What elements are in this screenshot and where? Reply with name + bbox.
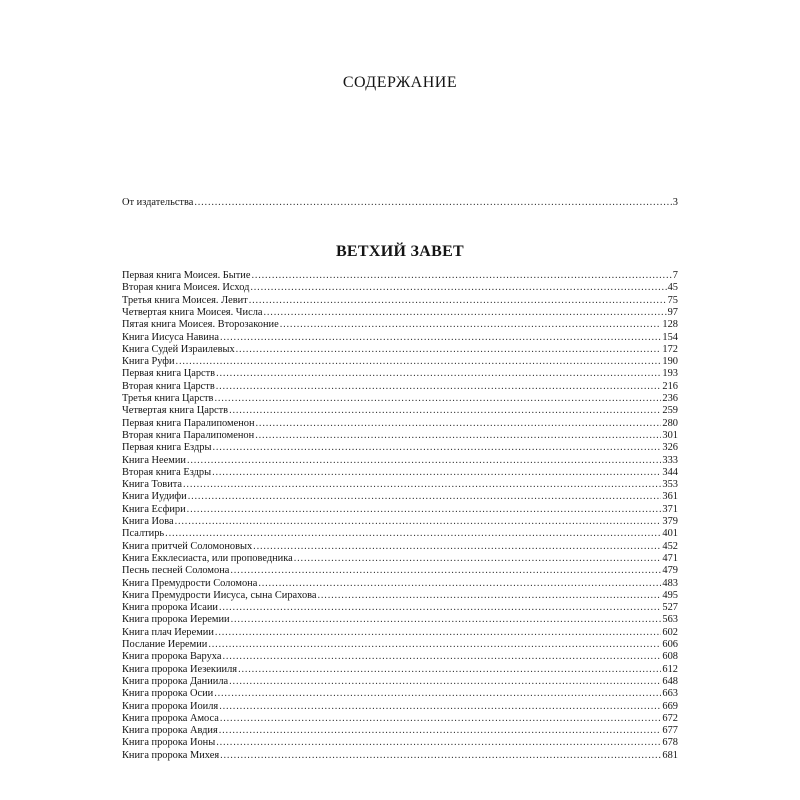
toc-entry-page: 672 [662,712,678,724]
toc-entry [122,590,678,602]
toc-entry-title: Книга пророка Иеремии [122,614,230,626]
toc-entry-page: 606 [662,639,678,650]
dot-leader [229,405,661,417]
toc-entry-title: Вторая книга Царств [122,380,215,392]
dot-leader [280,319,662,331]
toc-entry-page: 361 [662,491,678,503]
toc-entry [122,479,678,491]
toc-entry-title: Книга пророка Даниила [122,675,229,687]
toc-entry [122,553,678,565]
dot-leader [187,455,661,467]
toc-entry [122,750,678,762]
toc-entry-page: 452 [662,540,678,552]
dot-leader [250,282,666,294]
toc-entry-page: 259 [662,405,678,417]
dot-leader [231,614,662,626]
toc-entry-page: 301 [662,429,678,441]
dot-leader [175,516,662,528]
toc-entry-title: Четвертая книга Моисея. Числа [122,306,263,318]
toc-entry-page: 128 [662,319,678,331]
dot-leader [176,356,662,368]
toc-entry-page: 190 [662,356,678,368]
dot-leader [219,725,662,737]
toc-entry-page: 669 [662,700,678,712]
toc-entry [122,651,678,663]
page-title: СОДЕРЖАНИЕ [342,74,458,91]
toc-entry [122,713,678,725]
toc-entry-title: Книга Иисуса Навина [122,331,219,343]
dot-leader [255,430,661,442]
toc-entry-publisher-note [122,197,678,209]
dot-leader [294,553,662,565]
toc-entry [122,430,678,442]
toc-entry [122,701,678,713]
toc-entry-page: 353 [662,479,678,491]
toc-entry-title: Книга плач Иеремии [122,626,214,638]
toc-entry [122,381,678,393]
toc-entry-page: 280 [662,417,678,429]
toc-entry-title: Первая книга Моисея. Бытие [122,270,251,281]
toc-entry-title: Книга пророка Иезекииля [122,663,238,675]
toc-entry-title: Вторая книга Ездры [122,466,212,478]
toc-entry-page: 326 [662,442,678,454]
toc-entry-title: Книга Товита [122,479,183,491]
toc-entry [122,541,678,553]
toc-entry [122,368,678,380]
toc-entry-title: Псалтирь [122,528,165,540]
toc-entry-title: Вторая книга Моисея. Исход [122,282,250,294]
dot-leader [194,197,671,209]
dot-leader [238,664,661,676]
toc-entry [122,725,678,737]
toc-entry [122,504,678,516]
toc-entry [122,528,678,540]
toc-entry-title: Книга Премудрости Соломона [122,577,258,589]
toc-entry-page: 677 [662,725,678,737]
toc-entry-page: 401 [662,528,678,540]
toc-entry [122,418,678,430]
toc-entry [122,295,678,307]
toc-entry-title: Третья книга Царств [122,393,214,404]
toc-entry [122,516,678,528]
toc-entry [122,319,678,331]
toc-entry [122,270,678,282]
toc-entry-title: Первая книга Царств [122,368,216,380]
toc-entry-page: 75 [667,294,678,306]
dot-leader [183,479,661,491]
toc-entry-page: 193 [662,368,678,380]
toc-entry-title: Книга пророка Исаии [122,602,218,614]
dot-leader [230,565,661,577]
dot-leader [318,590,662,602]
toc-entry [122,664,678,676]
toc-entry-title: Книга пророка Михея [122,749,220,761]
toc-entry-title: Книга притчей Соломоновых [122,540,253,552]
dot-leader [236,344,662,356]
toc-entry-title: Четвертая книга Царств [122,405,229,417]
toc-entry [122,565,678,577]
toc-entry-title: Третья книга Моисея. Левит [122,294,248,306]
dot-leader [251,270,671,282]
toc-entry-title: Первая книга Ездры [122,442,212,454]
dot-leader [216,381,662,393]
toc-entry [122,614,678,626]
dot-leader [212,467,661,479]
dot-leader [214,393,661,405]
toc-entry-page: 608 [662,651,678,663]
toc-entry-page: 602 [662,626,678,638]
toc-entry-title: Книга Есфири [122,503,186,515]
toc-entry [122,737,678,749]
toc-entry-page: 333 [662,454,678,466]
toc-entry-page: 479 [662,565,678,577]
toc-entry-title: Вторая книга Паралипоменон [122,429,255,441]
toc-entry-title: Книга пророка Осии [122,688,214,700]
toc-entry-page: 663 [662,688,678,700]
toc-entry-page: 648 [662,675,678,687]
toc-entry-page: 612 [662,663,678,675]
dot-leader [256,418,662,430]
dot-leader [222,651,661,663]
dot-leader [216,737,661,749]
dot-leader [220,332,661,344]
dot-leader [229,676,661,688]
toc-entry [122,639,678,651]
toc-entry-title: Книга пророка Авдия [122,725,218,737]
dot-leader [258,578,661,590]
toc-entry-title: Книга Иудифи [122,491,187,503]
toc-entry-page: 495 [662,589,678,601]
toc-entry-title: Книга пророка Амоса [122,712,219,724]
dot-leader [253,541,661,553]
toc-entry [122,455,678,467]
toc-entry-page: 216 [662,380,678,392]
toc-entry [122,676,678,688]
toc-entry-title: Песнь песней Соломона [122,565,230,577]
toc-entry-page: 371 [662,503,678,515]
toc-entry-page: 97 [667,306,678,318]
toc-entry-page: 563 [662,614,678,626]
toc-entry [122,307,678,319]
dot-leader [212,442,661,454]
dot-leader [215,627,661,639]
toc-entry [122,467,678,479]
toc-entry [122,405,678,417]
toc-entry [122,282,678,294]
toc-entry-page: 527 [662,602,678,614]
dot-leader [214,688,661,700]
toc-entry-title: От издательства [122,197,194,208]
toc-entry-page: 379 [662,516,678,527]
toc-entry [122,332,678,344]
toc-entry-title: Книга Екклесиаста, или проповедника [122,552,293,564]
dot-leader [187,504,662,516]
dot-leader [165,528,661,540]
toc-entry-title: Послание Иеремии [122,639,208,650]
toc-entry-title: Книга Премудрости Иисуса, сына Сирахова [122,589,317,601]
toc-entry [122,344,678,356]
dot-leader [208,639,661,651]
dot-leader [264,307,667,319]
toc-entry-page: 154 [662,331,678,343]
toc-entry-title: Книга Судей Израилевых [122,343,235,355]
toc-entry-page: 678 [662,737,678,749]
toc-entry-page: 3 [672,197,678,208]
toc-entry-page: 344 [662,466,678,478]
dot-leader [219,602,661,614]
toc-entry-title: Книга пророка Иоиля [122,700,219,712]
toc-entry-page: 45 [667,282,678,294]
toc-entry-page: 483 [662,577,678,589]
dot-leader [216,368,661,380]
dot-leader [220,750,661,762]
toc-entry-page: 681 [662,749,678,761]
toc-entry [122,442,678,454]
toc-entry [122,356,678,368]
toc-entry-page: 471 [662,552,678,564]
dot-leader [188,491,662,503]
toc-entry-page: 172 [662,343,678,355]
toc-entry-title: Книга Иова [122,516,174,527]
toc-entry [122,393,678,405]
toc-entry-page: 236 [662,393,678,404]
toc-entry-title: Первая книга Паралипоменон [122,417,255,429]
toc-entry-title: Пятая книга Моисея. Второзаконие [122,319,279,331]
toc-entry [122,688,678,700]
section-title: ВЕТХИЙ ЗАВЕТ [335,243,465,260]
toc-entry-title: Книга Руфи [122,356,175,368]
toc-entry [122,602,678,614]
toc-entry [122,491,678,503]
dot-leader [249,295,667,307]
dot-leader [219,701,661,713]
toc-entry-title: Книга пророка Варуха [122,651,222,663]
toc-entry-page: 7 [672,270,678,281]
toc-entry-title: Книга Неемии [122,454,186,466]
toc-entry-title: Книга пророка Ионы [122,737,216,749]
toc-entry [122,578,678,590]
dot-leader [220,713,662,725]
toc-entry [122,627,678,639]
